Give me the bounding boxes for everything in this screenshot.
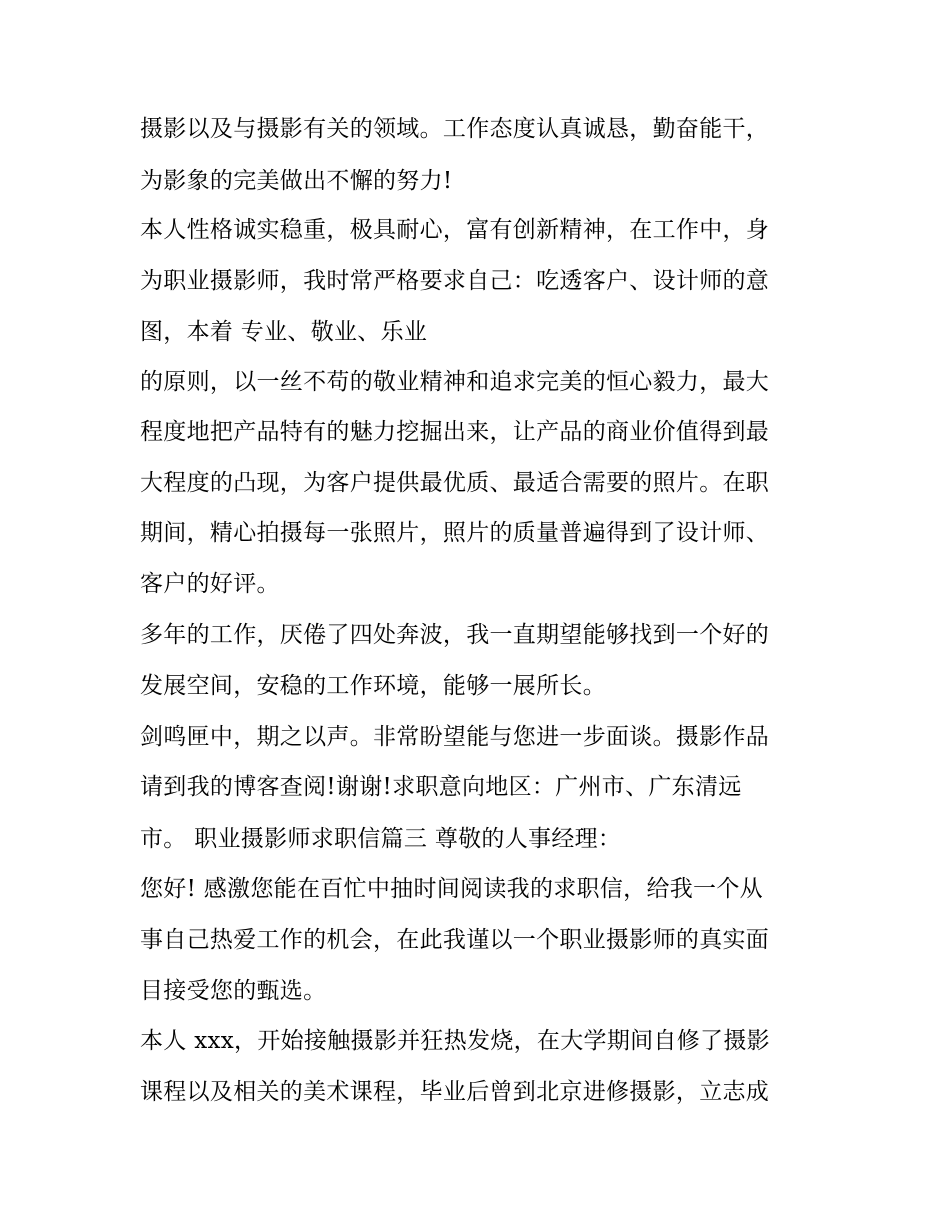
text-line: 事自己热爱工作的机会，在此我谨以一个职业摄影师的真实面 [140, 927, 770, 953]
text-line: 课程以及相关的美术课程，毕业后曾到北京进修摄影，立志成 [140, 1079, 770, 1105]
text-line: 大程度的凸现，为客户提供最优质、最适合需要的照片。在职 [140, 470, 770, 496]
text-line: 目接受您的甄选。 [140, 978, 327, 1004]
text-line: 发展空间，安稳的工作环境，能够一展所长。 [140, 673, 606, 699]
text-line: 剑鸣匣中，期之以声。非常盼望能与您进一步面谈。摄影作品 [140, 724, 770, 750]
text-line: 请到我的博客查阅!谢谢!求职意向地区：广州市、广东清远 [140, 774, 742, 800]
text-line: 本人性格诚实稳重，极具耐心，富有创新精神，在工作中，身 [140, 217, 770, 243]
text-line: 程度地把产品特有的魅力挖掘出来，让产品的商业价值得到最 [140, 419, 770, 445]
text-line: 多年的工作，厌倦了四处奔波，我一直期望能够找到一个好的 [140, 622, 770, 648]
text-line: 为职业摄影师，我时常严格要求自己：吃透客户、设计师的意 [140, 268, 770, 294]
text-line: 图，本着 专业、敬业、乐业 [140, 319, 428, 345]
text-line: 市。 职业摄影师求职信篇三 尊敬的人事经理： [140, 826, 622, 852]
text-line: 摄影以及与摄影有关的领域。工作态度认真诚恳，勤奋能干， [140, 116, 770, 142]
text-line: 您好! 感激您能在百忙中抽时间阅读我的求职信，给我一个从 [140, 876, 763, 902]
text-line: 的原则，以一丝不苟的敬业精神和追求完美的恒心毅力，最大 [140, 369, 770, 395]
text-line: 客户的好评。 [140, 571, 280, 597]
text-line: 本人 xxx，开始接触摄影并狂热发烧，在大学期间自修了摄影 [140, 1028, 770, 1054]
text-line: 期间，精心拍摄每一张照片，照片的质量普遍得到了设计师、 [140, 520, 770, 546]
text-line: 为影象的完美做出不懈的努力! [140, 168, 453, 194]
